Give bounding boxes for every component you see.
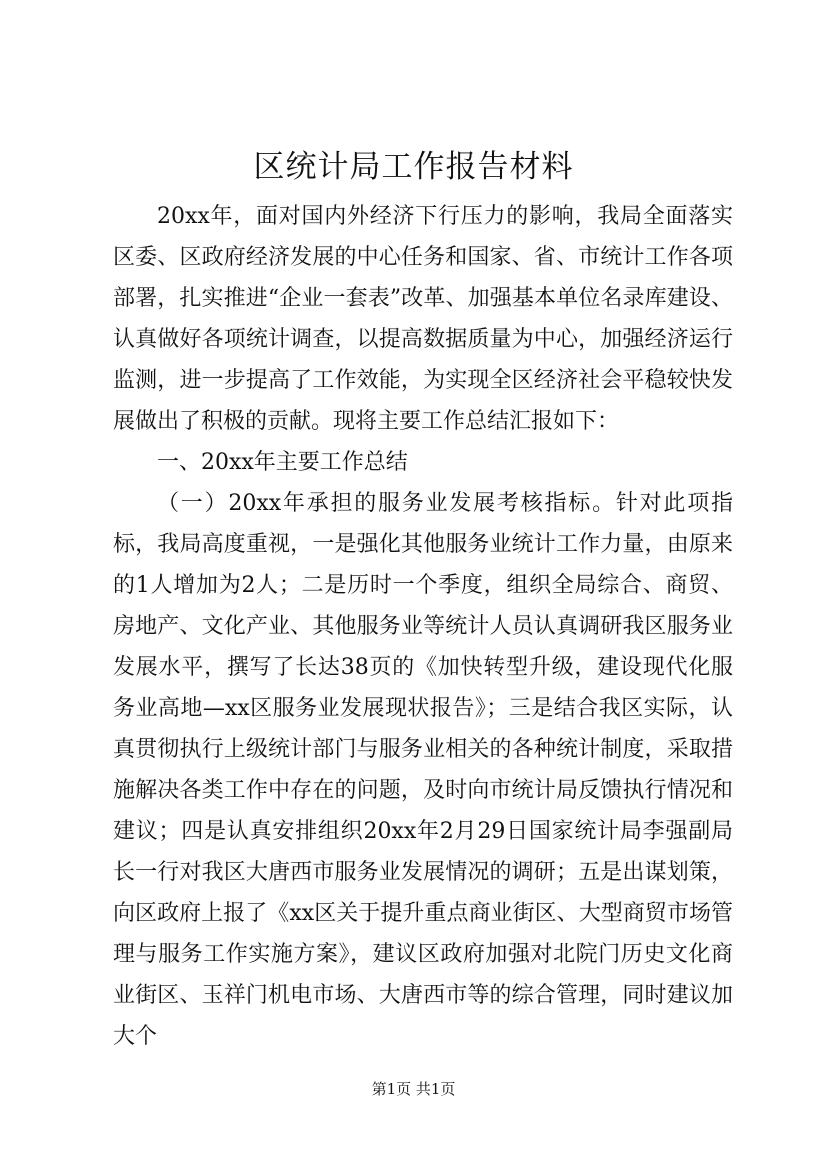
body-paragraph: （一）20xx年承担的服务业发展考核指标。针对此项指标，我局高度重视，一是强化其他服务业统计工作力量，由原来的1人增加为2人；二是历时一个季度，组织全局综合、商贸、房地产、文化产业、其他服务业等统计人员认真调研我区服务业发展水平，撰写了长达38页的《加快转型升级，建设现代化服务业高地—xx区服务业发展现状报告》；三是结合我区实际，认真贯彻执行上级统计部门与服务业相关的各种统计制度，采取措施解决各类工作中存在的问题，及时向市统计局反馈执行情况和建议；四是认真安排组织20xx年2月29日国家统计局李强副局长一行对我区大唐西市服务业发展情况的调研；五是出谋划策，向区政府上报了《xx区关于提升重点商业街区、大型商贸市场管理与服务工作实施方案》，建议区政府加强对北院门历史文化商业街区、玉祥门机电市场、大唐西市等的综合管理，同时建议加大个 [113, 491, 733, 1049]
page-number-footer: 第1页 共1页 [371, 1080, 456, 1098]
document-body [113, 196, 733, 1057]
document-title: 区统计局工作报告材料 [253, 149, 574, 185]
section-heading: 一、20xx年主要工作总结 [157, 450, 408, 475]
intro-paragraph: 20xx年，面对国内外经济下行压力的影响，我局全面落实区委、区政府经济发展的中心任务和国家、省、市统计工作各项部署，扎实推进“企业一套表”改革、加强基本单位名录库建设、认真做好各项统计调查，以提高数据质量为中心，加强经济运行监测，进一步提高了工作效能，为实现全区经济社会平稳较快发展做出了积极的贡献。现将主要工作总结汇报如下： [113, 204, 733, 434]
